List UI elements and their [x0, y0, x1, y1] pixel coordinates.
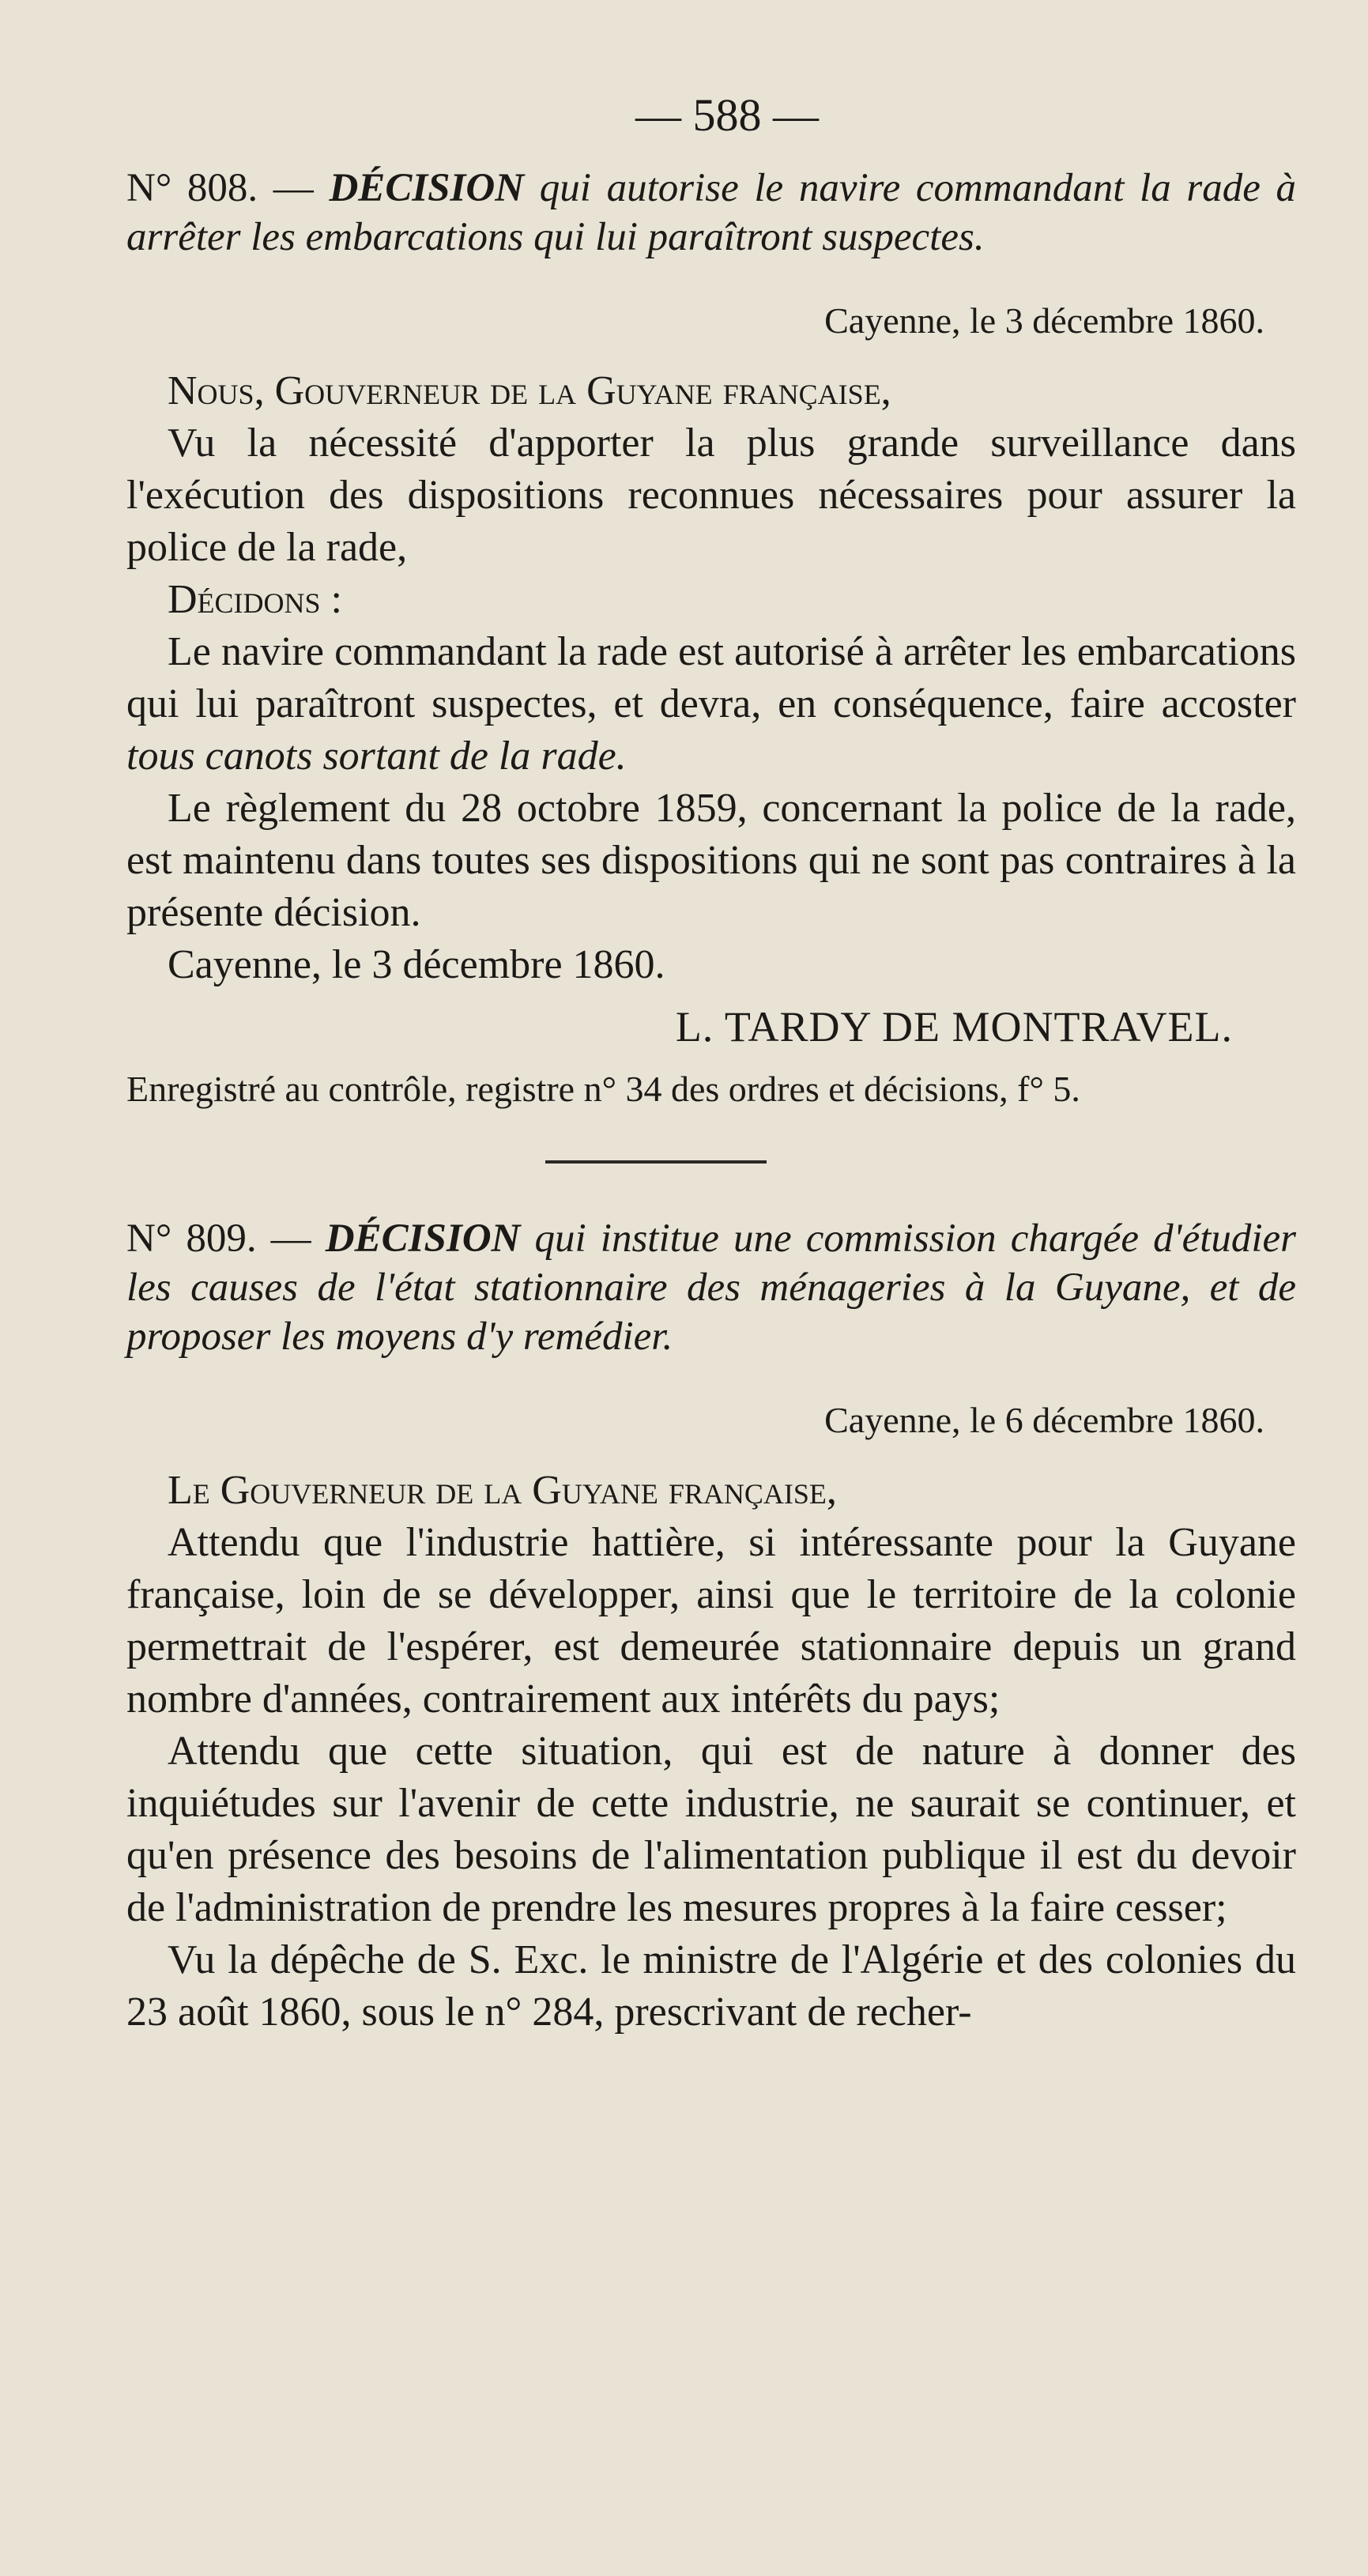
decision-809-considering-3: Vu la dépêche de S. Exc. le ministre de l'Algérie et des colonies du 23 août 1860, sous le n° 284, prescrivant de recher-: [126, 1937, 1296, 2035]
decision-809-heading: [126, 1214, 1296, 1361]
decision-808-signature: L. TARDY DE MONTRAVEL.: [675, 1003, 1233, 1050]
decision-809-considering-2: Attendu que cette situation, qui est de nature à donner des inquiétudes sur l'avenir de cette industrie, ne saurait se continuer, et qu'en présence des besoins de l'alimentation publique il est du devoir de l'administration de prendre les mesures propres à la faire cesser;: [126, 1729, 1296, 1930]
decision-808-heading: [126, 164, 1296, 262]
decision-808-subject: qui autorise le navire commandant la rade à arrêter les embarcations qui lui paraîtront suspectes.: [126, 166, 1297, 259]
section-divider: [545, 1160, 767, 1164]
decision-808-article-2: Le règlement du 28 octobre 1859, concernant la police de la rade, est maintenu dans toutes ses dispositions qui ne sont pas contraires à la présente décision.: [126, 786, 1296, 935]
decision-809-opening: Le Gouverneur de la Guyane française,: [168, 1468, 837, 1513]
decision-809-number: N° 809. —: [126, 1216, 311, 1261]
decision-808-number: N° 808. —: [126, 166, 314, 210]
decision-808-title: DÉCISION: [329, 166, 525, 210]
decision-808-article-1-text: Le navire commandant la rade est autorisé à arrêter les embarcations qui lui paraîtront suspectes, et devra, en conséquence, faire accoster: [126, 629, 1296, 726]
decision-809-considering-1: Attendu que l'industrie hattière, si intéressante pour la Guyane française, loin de se développer, ainsi que le territoire de la colonie permettrait de l'espérer, est demeurée stationnaire depuis un grand nombre d'années, contrairement aux intérêts du pays;: [126, 1520, 1296, 1722]
decision-809-title: DÉCISION: [325, 1216, 521, 1261]
page-number: — 588 —: [635, 89, 819, 141]
decision-808-opening: Nous, Gouverneur de la Guyane française,: [168, 368, 891, 413]
decision-808-closing-date: Cayenne, le 3 décembre 1860.: [168, 942, 665, 987]
decision-809-subject: qui institue une commission chargée d'étudier les causes de l'état stationnaire des ménageries à la Guyane, et de proposer les moyens d'y remédier.: [126, 1216, 1297, 1359]
decision-809-date: Cayenne, le 6 décembre 1860.: [824, 1400, 1264, 1440]
decision-808-registration: Enregistré au contrôle, registre n° 34 des ordres et décisions, f° 5.: [126, 1069, 1080, 1109]
decision-808-article-1: [126, 626, 1296, 783]
decision-808-considering: Vu la nécessité d'apporter la plus grande surveillance dans l'exécution des dispositions reconnues nécessaires pour assurer la police de la rade,: [126, 421, 1296, 570]
decision-808-article-1-italic: tous canots sortant de la rade.: [126, 734, 627, 779]
decision-808-decide: Décidons :: [168, 577, 343, 622]
text-column: [126, 89, 1296, 2039]
decision-808-date: Cayenne, le 3 décembre 1860.: [824, 300, 1264, 341]
